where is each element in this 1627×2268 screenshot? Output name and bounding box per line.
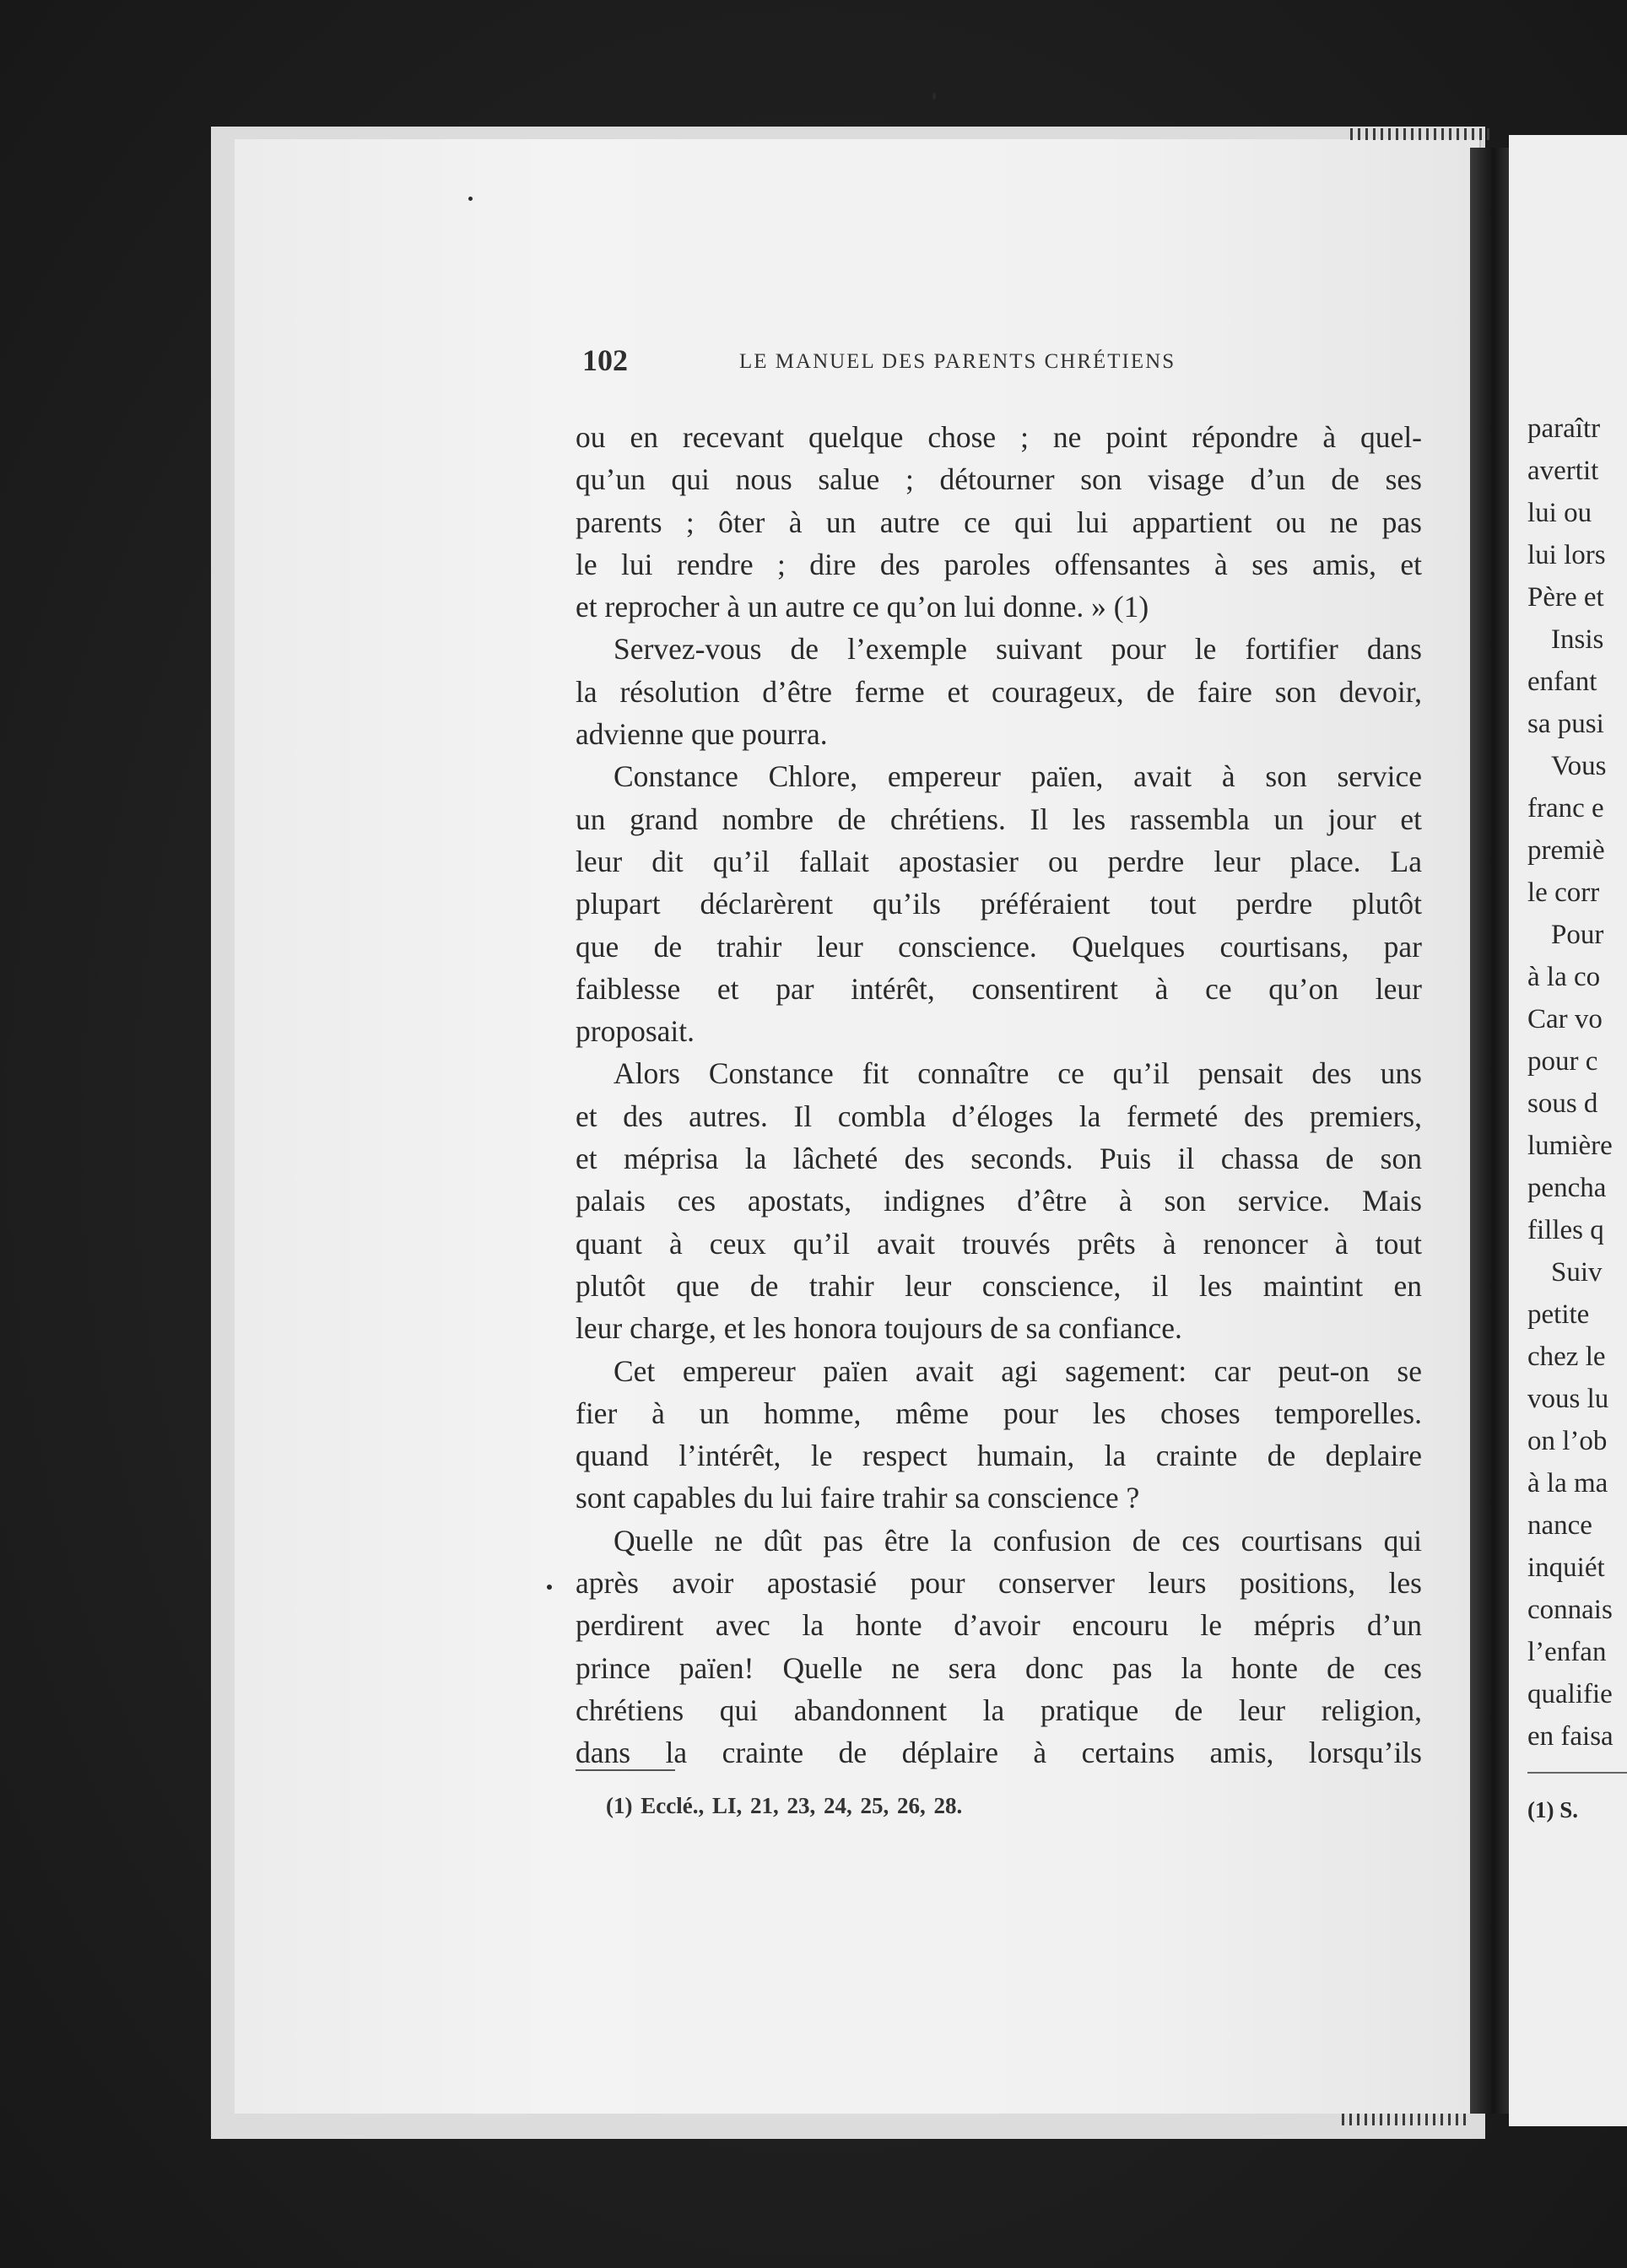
body-text bbox=[576, 416, 1422, 1774]
text-line: et des autres. Il combla d’éloges la fermeté des premiers, bbox=[576, 1099, 1422, 1133]
text-line: après avoir apostasié pour conserver leurs positions, les bbox=[576, 1566, 1422, 1601]
text-line: parents ; ôter à un autre ce qui lui appartient ou ne pas bbox=[576, 505, 1422, 539]
right-page-line: vous lu bbox=[1527, 1384, 1609, 1414]
text-line: prince païen! Quelle ne sera donc pas la honte de ces bbox=[576, 1650, 1422, 1685]
text-line: Servez-vous de l’exemple suivant pour le fortifier dans bbox=[614, 632, 1422, 667]
right-page-line: sa pusi bbox=[1527, 709, 1604, 739]
right-page-line: pour c bbox=[1527, 1046, 1598, 1077]
right-page-line: Vous bbox=[1551, 751, 1607, 781]
right-page-line: avertit bbox=[1527, 456, 1599, 486]
bottom-edge-marks bbox=[1342, 2114, 1468, 2125]
right-page-line: filles q bbox=[1527, 1215, 1604, 1245]
right-page-line: enfant bbox=[1527, 667, 1597, 697]
text-line: palais ces apostats, indignes d’être à son service. Mais bbox=[576, 1184, 1422, 1218]
right-page-line: Père et bbox=[1527, 582, 1604, 613]
dust-speck bbox=[468, 197, 473, 201]
dust-speck bbox=[932, 93, 936, 100]
text-line: la résolution d’être ferme et courageux, de faire son devoir, bbox=[576, 674, 1422, 709]
text-line: qu’un qui nous salue ; détourner son visage d’un de ses bbox=[576, 462, 1422, 497]
text-line: quant à ceux qu’il avait trouvés prêts à renoncer à tout bbox=[576, 1226, 1422, 1261]
book-gutter bbox=[1470, 148, 1509, 2114]
text-line: plupart déclarèrent qu’ils préféraient tout perdre plutôt bbox=[576, 887, 1422, 921]
text-line: leur charge, et les honora toujours de sa confiance. bbox=[576, 1311, 1182, 1346]
running-title: LE MANUEL DES PARENTS CHRÉTIENS bbox=[739, 350, 1176, 373]
text-line: plutôt que de trahir leur conscience, il les maintint en bbox=[576, 1268, 1422, 1303]
text-line: Alors Constance fit connaître ce qu’il pensait des uns bbox=[614, 1056, 1422, 1091]
right-page-line: chez le bbox=[1527, 1342, 1606, 1372]
right-page-line: nance bbox=[1527, 1510, 1592, 1541]
right-page-line: à la co bbox=[1527, 962, 1601, 992]
text-line: et reprocher à un autre ce qu’on lui donne. » (1) bbox=[576, 590, 1149, 624]
text-line: quand l’intérêt, le respect humain, la crainte de deplaire bbox=[576, 1439, 1422, 1473]
right-page-line: petite bbox=[1527, 1299, 1590, 1330]
text-line: sont capables du lui faire trahir sa conscience ? bbox=[576, 1481, 1140, 1515]
right-page-line: l’enfan bbox=[1527, 1637, 1607, 1667]
right-page-line: connais bbox=[1527, 1595, 1613, 1625]
right-page-line: franc e bbox=[1527, 793, 1604, 824]
text-line: que de trahir leur conscience. Quelques courtisans, par bbox=[576, 929, 1422, 964]
text-line: chrétiens qui abandonnent la pratique de leur religion, bbox=[576, 1693, 1422, 1727]
text-line: leur dit qu’il fallait apostasier ou perdre leur place. La bbox=[576, 844, 1422, 878]
right-page-line: paraîtr bbox=[1527, 413, 1601, 444]
text-line: Quelle ne dût pas être la confusion de ces courtisans qui bbox=[614, 1523, 1422, 1558]
right-page-line: on l’ob bbox=[1527, 1426, 1608, 1456]
running-head bbox=[582, 343, 1308, 376]
top-edge-marks bbox=[1350, 128, 1494, 140]
right-page-line: Car vo bbox=[1527, 1004, 1603, 1034]
right-page-line: Pour bbox=[1551, 920, 1604, 950]
right-page-line: Suiv bbox=[1551, 1257, 1603, 1288]
footnote-rule bbox=[576, 1769, 675, 1771]
right-page-line: à la ma bbox=[1527, 1468, 1608, 1498]
text-line: un grand nombre de chrétiens. Il les rassembla un jour et bbox=[576, 802, 1422, 836]
text-line: proposait. bbox=[576, 1014, 695, 1049]
right-page-line: pencha bbox=[1527, 1173, 1607, 1203]
right-footnote-rule bbox=[1527, 1772, 1627, 1774]
right-page-line: qualifie bbox=[1527, 1679, 1613, 1709]
text-line: le lui rendre ; dire des paroles offensantes à ses amis, et bbox=[576, 547, 1422, 581]
right-page-line: sous d bbox=[1527, 1088, 1598, 1119]
right-page-line: le corr bbox=[1527, 878, 1600, 908]
text-line: faiblesse et par intérêt, consentirent à ce qu’on leur bbox=[576, 971, 1422, 1006]
text-line: advienne que pourra. bbox=[576, 717, 828, 752]
text-line: et méprisa la lâcheté des seconds. Puis il chassa de son bbox=[576, 1142, 1422, 1176]
footnote: (1) Ecclé., LI, 21, 23, 24, 25, 26, 28. bbox=[606, 1793, 963, 1818]
text-line: fier à un homme, même pour les choses temporelles. bbox=[576, 1396, 1422, 1430]
right-page-line: en faisa bbox=[1527, 1721, 1613, 1752]
text-line: Cet empereur païen avait agi sagement: car peut-on se bbox=[614, 1353, 1422, 1388]
text-line: Constance Chlore, empereur païen, avait à son service bbox=[614, 759, 1422, 794]
text-line: dans la crainte de déplaire à certains amis, lorsqu’ils bbox=[576, 1736, 1422, 1770]
right-page-line: Insis bbox=[1551, 624, 1604, 655]
right-page-line: premiè bbox=[1527, 835, 1605, 866]
right-page-line: lui lors bbox=[1527, 540, 1606, 570]
page-number: 102 bbox=[582, 343, 628, 377]
right-page-line: lui ou bbox=[1527, 498, 1592, 528]
right-page-fragment bbox=[1509, 135, 1627, 2126]
right-page-line: inquiét bbox=[1527, 1552, 1605, 1583]
dust-speck bbox=[547, 1585, 552, 1590]
right-page-footnote: (1) S. bbox=[1527, 1797, 1578, 1822]
text-line: perdirent avec la honte d’avoir encouru le mépris d’un bbox=[576, 1608, 1422, 1643]
text-line: ou en recevant quelque chose ; ne point répondre à quel- bbox=[576, 420, 1422, 454]
right-page-line: lumière bbox=[1527, 1131, 1613, 1161]
